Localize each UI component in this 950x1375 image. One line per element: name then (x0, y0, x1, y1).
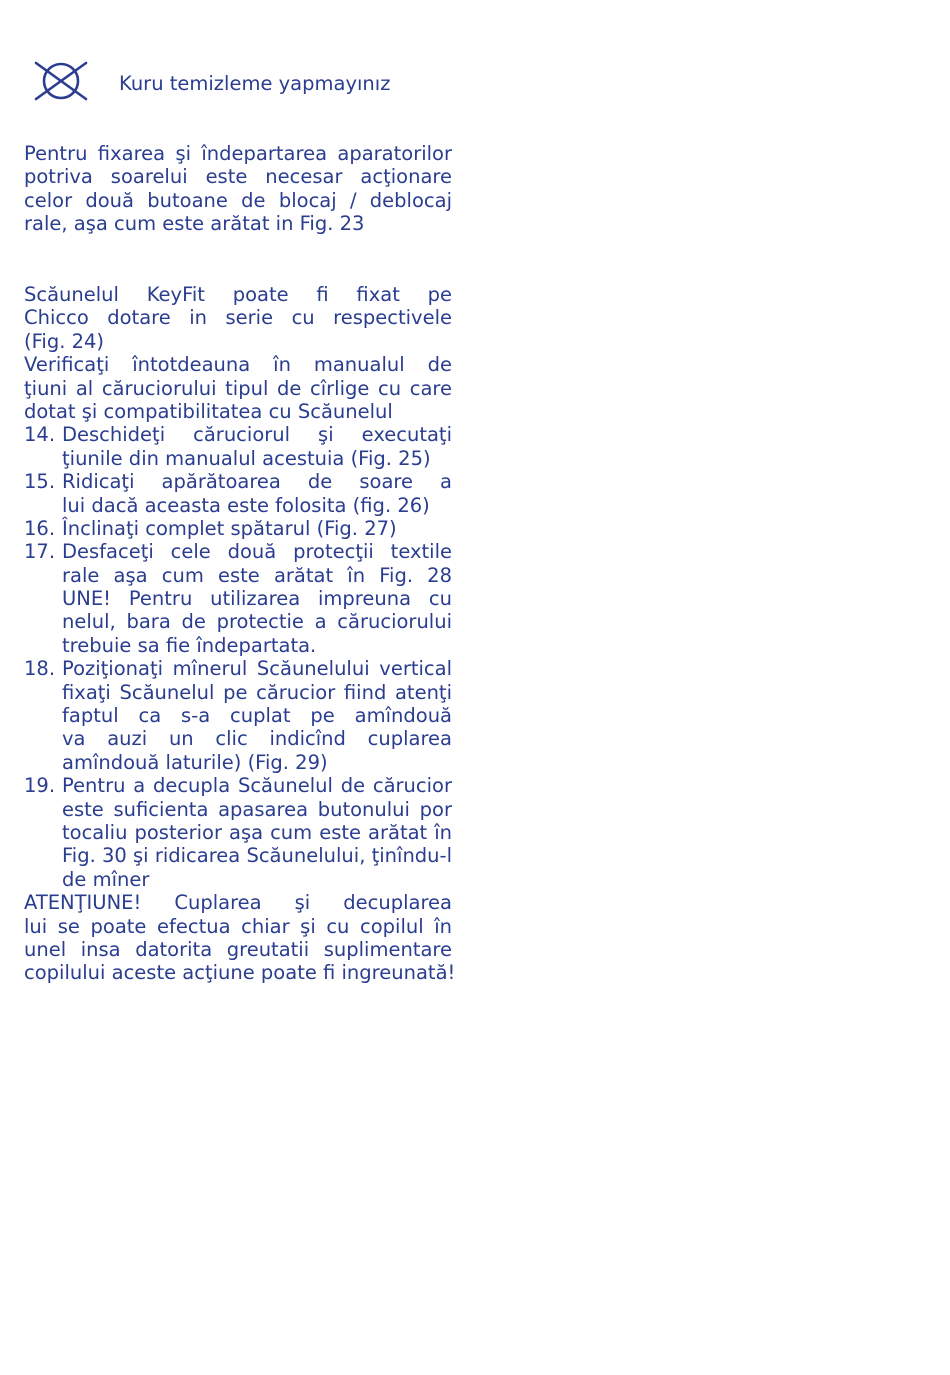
text-line: Chicco dotare in serie cu respectivele (24, 306, 452, 330)
step-14 (24, 423, 452, 470)
warning-line: copilului aceste acţiune poate fi ingreunată! (24, 961, 456, 985)
step-number: 16. (24, 516, 56, 540)
step-line: Deschideţi căruciorul şi executaţi (62, 423, 452, 447)
text-line: (Fig. 24) (24, 329, 105, 353)
step-line: de mîner (62, 867, 150, 891)
warning-line: unel insa datorita greutatii suplimentare (24, 937, 452, 961)
step-16 (24, 517, 452, 540)
no-dry-clean-icon (32, 60, 90, 102)
step-line: faptul ca s-a cuplat pe amîndouă (62, 704, 452, 728)
step-17 (24, 540, 452, 657)
text-line: Pentru fixarea şi îndepartarea aparatorilor (24, 142, 452, 165)
warning-line: ATENŢIUNE! Cuplarea şi decuplarea (24, 891, 452, 915)
step-19 (24, 774, 452, 891)
step-line: Pentru a decupla Scăunelul de cărucior (62, 774, 452, 798)
step-number: 14. (24, 423, 56, 447)
step-line: Desfaceţi cele două protecţii textile (62, 540, 452, 564)
step-line: rale aşa cum este arătat în Fig. 28 (62, 563, 452, 587)
text-line: ţiuni al căruciorului tipul de cîrlige cu care (24, 376, 452, 400)
warning-line: lui se poate efectua chiar şi cu copilul în (24, 914, 452, 938)
step-line: nelul, bara de protectie a căruciorului (62, 610, 452, 634)
stroller-attachment-section (24, 283, 456, 985)
step-line: lui dacă aceasta este folosita (fig. 26) (62, 493, 430, 517)
step-line: UNE! Pentru utilizarea impreuna cu (62, 587, 452, 611)
step-line: Poziţionaţi mînerul Scăunelului vertical (62, 657, 452, 681)
step-number: 17. (24, 540, 56, 564)
text-line: potriva soarelui este necesar acţionare (24, 165, 452, 189)
text-line: rale, aşa cum este arătat in Fig. 23 (24, 212, 365, 236)
step-line: Înclinaţi complet spătarul (Fig. 27) (62, 516, 397, 540)
step-number: 15. (24, 470, 56, 494)
step-line: fixaţi Scăunelul pe cărucior fiind atenţi (62, 680, 452, 704)
step-line: Ridicaţi apărătoarea de soare a (62, 470, 452, 494)
step-line: va auzi un clic indicînd cuplarea (62, 727, 452, 751)
sun-visor-paragraph (24, 142, 452, 236)
text-line: dotat şi compatibilitatea cu Scăunelul (24, 399, 393, 423)
step-line: ţiunile din manualul acestuia (Fig. 25) (62, 446, 431, 470)
step-15 (24, 470, 452, 517)
step-number: 19. (24, 774, 56, 798)
step-line: amîndouă laturile) (Fig. 29) (62, 750, 328, 774)
text-line: Scăunelul KeyFit poate fi fixat pe (24, 283, 452, 306)
step-line: trebuie sa fie îndepartata. (62, 633, 317, 657)
step-line: Fig. 30 şi ridicarea Scăunelului, ţinîndu-l (62, 844, 452, 868)
text-line: Verificaţi întotdeauna în manualul de (24, 353, 452, 377)
text-line: celor două butoane de blocaj / deblocaj (24, 188, 452, 212)
step-18 (24, 657, 452, 774)
step-line: tocaliu posterior aşa cum este arătat în (62, 820, 452, 844)
warning-paragraph (24, 891, 456, 985)
care-label-text: Kuru temizleme yapmayınız (119, 72, 391, 95)
step-number: 18. (24, 657, 56, 681)
step-line: este suficienta apasarea butonului por (62, 797, 452, 821)
